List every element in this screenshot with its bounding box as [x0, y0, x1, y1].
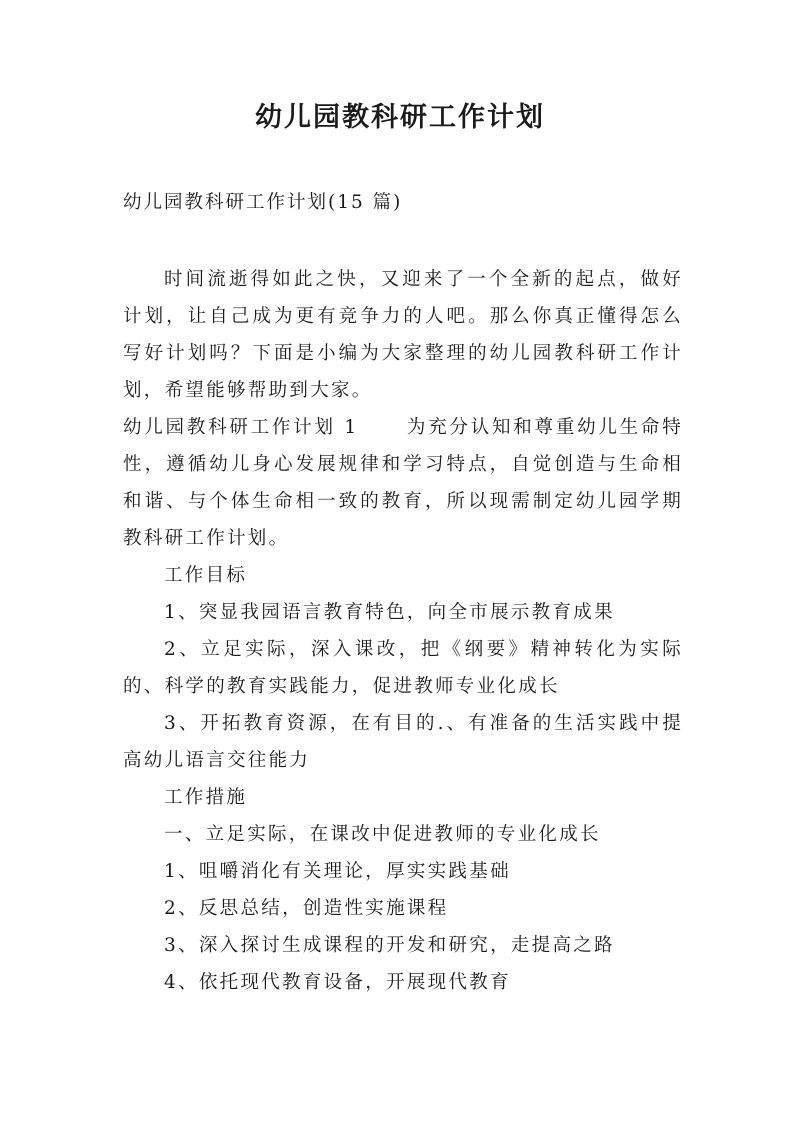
- intro-paragraph: 时间流逝得如此之快，又迎来了一个全新的起点，做好计划，让自己成为更有竞争力的人吧。那么你真正懂得怎么写好计划吗？下面是小编为大家整理的幼儿园教科研工作计划，希望能够帮助到大家。: [123, 269, 683, 401]
- measure-item: 3、深入探讨生成课程的开发和研究，走提高之路: [164, 935, 615, 956]
- goal-item: 1、突显我园语言教育特色，向全市展示教育成果: [164, 602, 615, 623]
- document-title: 幼儿园教科研工作计划: [255, 102, 545, 133]
- document-subtitle: 幼儿园教科研工作计划(15 篇): [123, 192, 403, 213]
- measure-item: 2、反思总结，创造性实施课程: [164, 898, 449, 919]
- measure-item: 一、立足实际，在课改中促进教师的专业化成长: [164, 824, 601, 845]
- measure-item: 4、依托现代教育设备，开展现代教育: [164, 972, 511, 993]
- measure-item: 1、咀嚼消化有关理论，厚实实践基础: [164, 861, 511, 882]
- goals-heading: 工作目标: [164, 565, 248, 586]
- goal-item: 3、开拓教育资源，在有目的.、有准备的生活实践中提高幼儿语言交往能力: [123, 713, 683, 771]
- goal-item: 2、立足实际，深入课改，把《纲要》精神转化为实际的、科学的教育实践能力，促进教师专业化成长: [123, 639, 683, 697]
- section1-heading: 幼儿园教科研工作计划 1: [123, 417, 359, 438]
- document-body: [123, 261, 683, 1001]
- section1-text: 为充分认知和尊重幼儿生命特性，遵循幼儿身心发展规律和学习特点，自觉创造与生命相和谐、与个体生命相一致的教育，所以现需制定幼儿园学期教科研工作计划。: [123, 417, 683, 549]
- section1-paragraph: [123, 409, 683, 557]
- measures-heading: 工作措施: [164, 787, 248, 808]
